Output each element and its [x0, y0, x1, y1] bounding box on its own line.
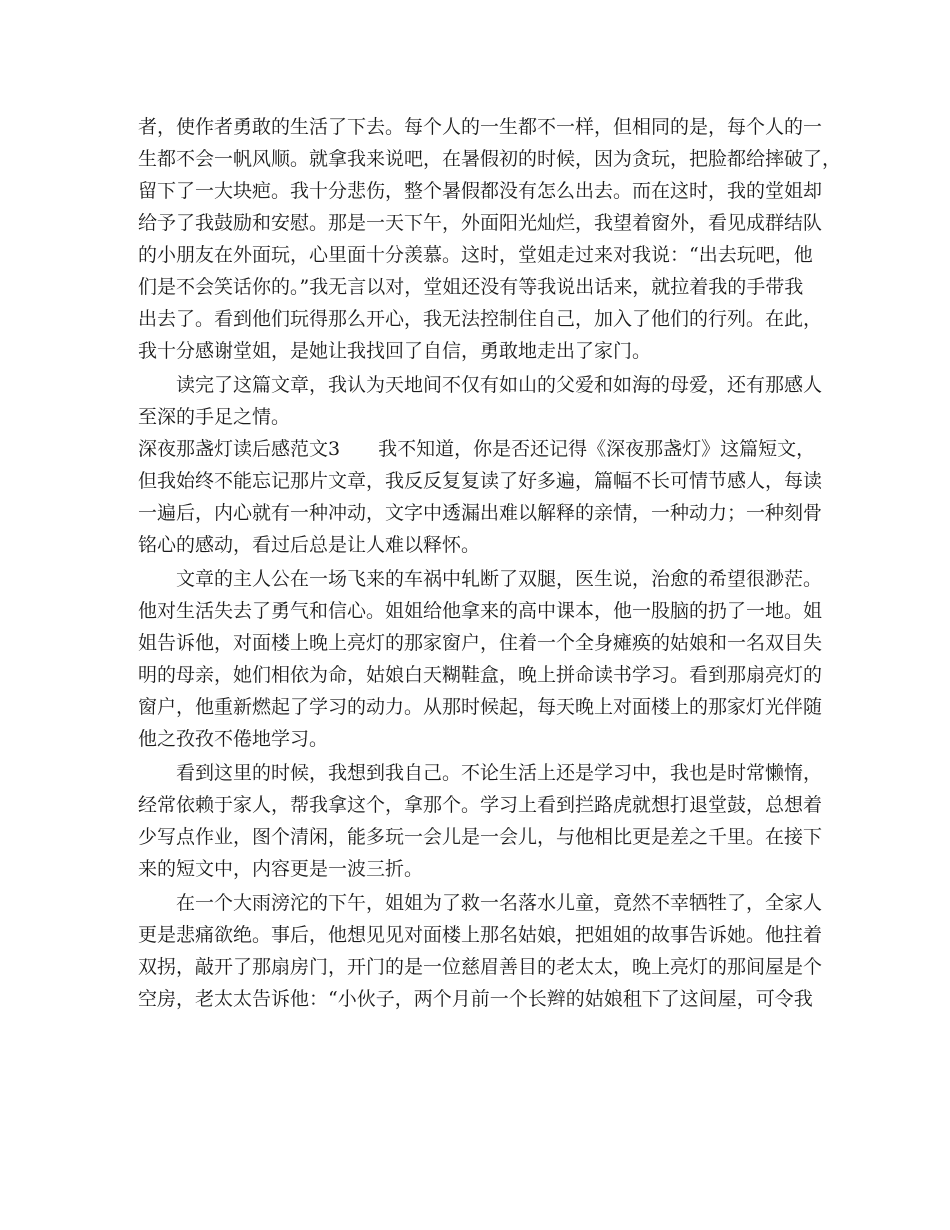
- text-line: 一遍后，内心就有一种冲动，文字中透漏出难以解释的亲情，一种动力；一种刻骨: [138, 502, 823, 524]
- section-title: 深夜那盏灯读后感范文3: [138, 438, 341, 460]
- text-line: 来的短文中，内容更是一波三折。: [138, 858, 424, 880]
- text-line: 他之孜孜不倦地学习。: [138, 728, 329, 750]
- text-line: 出去了。看到他们玩得那么开心，我无法控制住自己，加入了他们的行列。在此，: [138, 308, 823, 330]
- paragraph-3: [138, 433, 823, 561]
- text-line: 文章的主人公在一场飞来的车祸中轧断了双腿，医生说，治愈的希望很渺茫。: [176, 568, 823, 590]
- text-line: 的小朋友在外面玩，心里面十分羡慕。这时，堂姐走过来对我说：“出去玩吧，他: [138, 244, 813, 266]
- text-line: 生都不会一帆风顺。就拿我来说吧，在暑假初的时候，因为贪玩，把脸都给摔破了，: [138, 148, 842, 170]
- text-span: 我不知道，你是否还记得《深夜那盏灯》这篇短文，: [378, 438, 816, 460]
- text-line: 至深的手足之情。: [138, 406, 291, 428]
- text-line: 们是不会笑话你的。”我无言以对，堂姐还没有等我说出话来，就拉着我的手带我: [138, 276, 804, 298]
- text-line: 姐告诉他，对面楼上晚上亮灯的那家窗户，住着一个全身瘫痪的姑娘和一名双目失: [138, 632, 823, 654]
- text-line: 给予了我鼓励和安慰。那是一天下午，外面阳光灿烂，我望着窗外，看见成群结队: [138, 212, 823, 234]
- paragraph-5: [138, 757, 823, 885]
- text-line: 窗户，他重新燃起了学习的动力。从那时候起，每天晚上对面楼上的那家灯光伴随: [138, 696, 823, 718]
- text-line: 他对生活失去了勇气和信心。姐姐给他拿来的高中课本，他一股脑的扔了一地。姐: [138, 600, 823, 622]
- paragraph-1: [138, 111, 842, 367]
- text-line: 铭心的感动，看过后总是让人难以释怀。: [138, 534, 481, 556]
- text-line: 少写点作业，图个清闲，能多玩一会儿是一会儿，与他相比更是差之千里。在接下: [138, 826, 823, 848]
- text-line: 双拐，敲开了那扇房门，开门的是一位慈眉善目的老太太，晚上亮灯的那间屋是个: [138, 956, 823, 978]
- paragraph-6: [138, 887, 823, 1015]
- text-line: 明的母亲，她们相依为命，姑娘白天糊鞋盒，晚上拼命读书学习。看到那扇亮灯的: [138, 664, 823, 686]
- text-line: 空房，老太太告诉他：“小伙子，两个月前一个长辫的姑娘租下了这间屋，可令我: [138, 988, 813, 1010]
- document-body: [138, 111, 842, 1015]
- text-line: 更是悲痛欲绝。事后，他想见见对面楼上那名姑娘，把姐姐的故事告诉她。他拄着: [138, 924, 823, 946]
- text-line: 我十分感谢堂姐，是她让我找回了自信，勇敢地走出了家门。: [138, 340, 652, 362]
- paragraph-2: [138, 369, 823, 433]
- text-line: 但我始终不能忘记那片文章，我反反复复读了好多遍，篇幅不长可情节感人，每读: [138, 470, 823, 492]
- text-line: 读完了这篇文章，我认为天地间不仅有如山的父爱和如海的母爱，还有那感人: [176, 374, 823, 396]
- text-line: 在一个大雨滂沱的下午，姐姐为了救一名落水儿童，竟然不幸牺牲了，全家人: [176, 892, 823, 914]
- text-line: [138, 433, 814, 465]
- text-line: 看到这里的时候，我想到我自己。不论生活上还是学习中，我也是时常懒惰，: [176, 762, 823, 784]
- paragraph-4: [138, 563, 823, 755]
- text-line: 经常依赖于家人，帮我拿这个，拿那个。学习上看到拦路虎就想打退堂鼓，总想着: [138, 794, 823, 816]
- text-line: 留下了一大块疤。我十分悲伤，整个暑假都没有怎么出去。而在这时，我的堂姐却: [138, 180, 823, 202]
- text-line: 者，使作者勇敢的生活了下去。每个人的一生都不一样，但相同的是，每个人的一: [138, 116, 823, 138]
